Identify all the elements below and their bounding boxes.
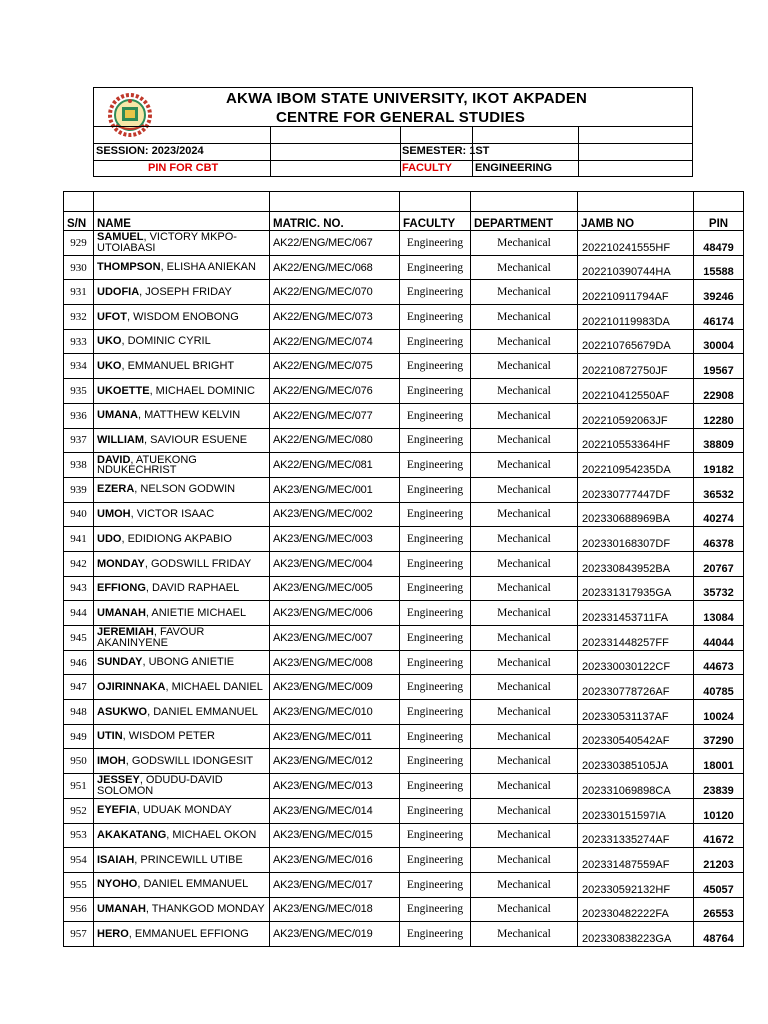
table-row: [64, 626, 744, 651]
pin-code: 40274: [694, 502, 744, 527]
serial-number: 940: [64, 502, 94, 527]
matric-number: AK23/ENG/MEC/018: [270, 897, 400, 922]
jamb-number: 202330777447DF: [578, 477, 694, 502]
serial-number: 942: [64, 551, 94, 576]
faculty-cell: Engineering: [400, 329, 471, 354]
matric-number: AK23/ENG/MEC/019: [270, 922, 400, 947]
jamb-number: 202331317935GA: [578, 576, 694, 601]
faculty-cell: Engineering: [400, 551, 471, 576]
student-name: SAMUEL, VICTORY MKPO-UTOIABASI: [94, 231, 270, 256]
student-name: MONDAY, GODSWILL FRIDAY: [94, 551, 270, 576]
serial-number: 930: [64, 255, 94, 280]
table-row: [64, 675, 744, 700]
matric-number: AK23/ENG/MEC/017: [270, 872, 400, 897]
pin-code: 13084: [694, 601, 744, 626]
jamb-number: 202330688969BA: [578, 502, 694, 527]
serial-number: 946: [64, 650, 94, 675]
matric-number: AK22/ENG/MEC/068: [270, 255, 400, 280]
student-name: EZERA, NELSON GODWIN: [94, 477, 270, 502]
serial-number: 956: [64, 897, 94, 922]
faculty-cell: Engineering: [400, 872, 471, 897]
matric-number: AK23/ENG/MEC/015: [270, 823, 400, 848]
student-name: UMANAH, ANIETIE MICHAEL: [94, 601, 270, 626]
centre-name: CENTRE FOR GENERAL STUDIES: [276, 109, 526, 126]
table-row: [64, 280, 744, 305]
pin-code: 44044: [694, 626, 744, 651]
department-cell: Mechanical: [471, 576, 578, 601]
faculty-cell: Engineering: [400, 453, 471, 478]
matric-number: AK23/ENG/MEC/014: [270, 798, 400, 823]
faculty-cell: Engineering: [400, 576, 471, 601]
semester-label: SEMESTER: 1ST: [402, 145, 490, 157]
pin-code: 26553: [694, 897, 744, 922]
pin-code: 48764: [694, 922, 744, 947]
department-cell: Mechanical: [471, 551, 578, 576]
faculty-cell: Engineering: [400, 354, 471, 379]
table-body: [64, 231, 744, 947]
university-name: AKWA IBOM STATE UNIVERSITY, IKOT AKPADEN: [226, 90, 588, 107]
matric-number: AK22/ENG/MEC/073: [270, 305, 400, 330]
student-name: UMOH, VICTOR ISAAC: [94, 502, 270, 527]
table-row: [64, 354, 744, 379]
serial-number: 947: [64, 675, 94, 700]
pin-code: 46378: [694, 527, 744, 552]
jamb-number: 202331487559AF: [578, 848, 694, 873]
pin-code: 48479: [694, 231, 744, 256]
pin-code: 40785: [694, 675, 744, 700]
student-name: UFOT, WISDOM ENOBONG: [94, 305, 270, 330]
serial-number: 954: [64, 848, 94, 873]
table-row: [64, 601, 744, 626]
department-cell: Mechanical: [471, 675, 578, 700]
department-cell: Mechanical: [471, 798, 578, 823]
jamb-number: 202331069898CA: [578, 774, 694, 799]
matric-number: AK23/ENG/MEC/003: [270, 527, 400, 552]
matric-number: AK23/ENG/MEC/010: [270, 700, 400, 725]
pin-for-cbt-label: PIN FOR CBT: [148, 162, 219, 174]
department-cell: Mechanical: [471, 329, 578, 354]
table-row: [64, 749, 744, 774]
department-cell: Mechanical: [471, 280, 578, 305]
student-name: AKAKATANG, MICHAEL OKON: [94, 823, 270, 848]
pin-code: 21203: [694, 848, 744, 873]
student-name: OJIRINNAKA, MICHAEL DANIEL: [94, 675, 270, 700]
serial-number: 935: [64, 379, 94, 404]
department-cell: Mechanical: [471, 897, 578, 922]
table-row: [64, 650, 744, 675]
table-row: [64, 231, 744, 256]
serial-number: 931: [64, 280, 94, 305]
department-cell: Mechanical: [471, 305, 578, 330]
faculty-cell: Engineering: [400, 897, 471, 922]
serial-number: 952: [64, 798, 94, 823]
matric-number: AK22/ENG/MEC/076: [270, 379, 400, 404]
department-cell: Mechanical: [471, 453, 578, 478]
table-row: [64, 576, 744, 601]
table-row: [64, 848, 744, 873]
student-name: THOMPSON, ELISHA ANIEKAN: [94, 255, 270, 280]
jamb-number: 202331335274AF: [578, 823, 694, 848]
student-name: EYEFIA, UDUAK MONDAY: [94, 798, 270, 823]
jamb-number: 202330838223GA: [578, 922, 694, 947]
department-cell: Mechanical: [471, 379, 578, 404]
matric-number: AK22/ENG/MEC/070: [270, 280, 400, 305]
faculty-cell: Engineering: [400, 626, 471, 651]
matric-number: AK22/ENG/MEC/077: [270, 403, 400, 428]
faculty-cell: Engineering: [400, 774, 471, 799]
table-row: [64, 428, 744, 453]
cbt-pin-table: [63, 191, 744, 947]
jamb-number: 202330385105JA: [578, 749, 694, 774]
serial-number: 944: [64, 601, 94, 626]
faculty-label: FACULTY: [402, 162, 452, 174]
jamb-number: 202210241555HF: [578, 231, 694, 256]
faculty-cell: Engineering: [400, 601, 471, 626]
col-header-sn: S/N: [64, 212, 94, 231]
student-name: NYOHO, DANIEL EMMANUEL: [94, 872, 270, 897]
matric-number: AK23/ENG/MEC/005: [270, 576, 400, 601]
serial-number: 951: [64, 774, 94, 799]
jamb-number: 202330482222FA: [578, 897, 694, 922]
pin-code: 37290: [694, 724, 744, 749]
pin-code: 22908: [694, 379, 744, 404]
jamb-number: 202210765679DA: [578, 329, 694, 354]
student-name: SUNDAY, UBONG ANIETIE: [94, 650, 270, 675]
table-row: [64, 823, 744, 848]
col-header-jamb: JAMB NO: [578, 212, 694, 231]
matric-number: AK22/ENG/MEC/067: [270, 231, 400, 256]
department-cell: Mechanical: [471, 700, 578, 725]
matric-number: AK23/ENG/MEC/013: [270, 774, 400, 799]
session-label: SESSION: 2023/2024: [96, 145, 204, 157]
faculty-value: ENGINEERING: [475, 162, 553, 174]
department-cell: Mechanical: [471, 749, 578, 774]
faculty-cell: Engineering: [400, 650, 471, 675]
student-name: UKOETTE, MICHAEL DOMINIC: [94, 379, 270, 404]
serial-number: 941: [64, 527, 94, 552]
table-row: [64, 477, 744, 502]
col-header-faculty: FACULTY: [400, 212, 471, 231]
jamb-number: 202210911794AF: [578, 280, 694, 305]
serial-number: 937: [64, 428, 94, 453]
jamb-number: 202330030122CF: [578, 650, 694, 675]
jamb-number: 202210412550AF: [578, 379, 694, 404]
department-cell: Mechanical: [471, 601, 578, 626]
matric-number: AK23/ENG/MEC/011: [270, 724, 400, 749]
student-name: ASUKWO, DANIEL EMMANUEL: [94, 700, 270, 725]
student-name: UDOFIA, JOSEPH FRIDAY: [94, 280, 270, 305]
pin-code: 19567: [694, 354, 744, 379]
department-cell: Mechanical: [471, 403, 578, 428]
pin-code: 20767: [694, 551, 744, 576]
faculty-cell: Engineering: [400, 502, 471, 527]
faculty-cell: Engineering: [400, 922, 471, 947]
student-name: UMANA, MATTHEW KELVIN: [94, 403, 270, 428]
department-cell: Mechanical: [471, 354, 578, 379]
student-name: UKO, EMMANUEL BRIGHT: [94, 354, 270, 379]
faculty-cell: Engineering: [400, 477, 471, 502]
student-name: EFFIONG, DAVID RAPHAEL: [94, 576, 270, 601]
faculty-cell: Engineering: [400, 749, 471, 774]
table-row: [64, 700, 744, 725]
student-name: JEREMIAH, FAVOUR AKANINYENE: [94, 626, 270, 651]
department-cell: Mechanical: [471, 724, 578, 749]
student-name: WILLIAM, SAVIOUR ESUENE: [94, 428, 270, 453]
serial-number: 939: [64, 477, 94, 502]
pin-code: 10120: [694, 798, 744, 823]
table-row: [64, 872, 744, 897]
serial-number: 945: [64, 626, 94, 651]
pin-code: 10024: [694, 700, 744, 725]
faculty-cell: Engineering: [400, 527, 471, 552]
table-row: [64, 453, 744, 478]
pin-code: 38809: [694, 428, 744, 453]
serial-number: 943: [64, 576, 94, 601]
jamb-number: 202330778726AF: [578, 675, 694, 700]
table-row: [64, 798, 744, 823]
department-cell: Mechanical: [471, 527, 578, 552]
serial-number: 938: [64, 453, 94, 478]
matric-number: AK23/ENG/MEC/008: [270, 650, 400, 675]
serial-number: 957: [64, 922, 94, 947]
matric-number: AK22/ENG/MEC/081: [270, 453, 400, 478]
table-row: [64, 724, 744, 749]
jamb-number: 202210390744HA: [578, 255, 694, 280]
pin-code: 12280: [694, 403, 744, 428]
pin-code: 36532: [694, 477, 744, 502]
table-row: [64, 774, 744, 799]
table-row: [64, 255, 744, 280]
department-cell: Mechanical: [471, 848, 578, 873]
jamb-number: 202210119983DA: [578, 305, 694, 330]
faculty-cell: Engineering: [400, 305, 471, 330]
jamb-number: 202331448257FF: [578, 626, 694, 651]
department-cell: Mechanical: [471, 255, 578, 280]
department-cell: Mechanical: [471, 477, 578, 502]
serial-number: 933: [64, 329, 94, 354]
student-name: HERO, EMMANUEL EFFIONG: [94, 922, 270, 947]
student-name: UMANAH, THANKGOD MONDAY: [94, 897, 270, 922]
faculty-cell: Engineering: [400, 724, 471, 749]
pin-code: 44673: [694, 650, 744, 675]
faculty-cell: Engineering: [400, 231, 471, 256]
serial-number: 932: [64, 305, 94, 330]
jamb-number: 202330151597IA: [578, 798, 694, 823]
pin-code: 46174: [694, 305, 744, 330]
pin-code: 30004: [694, 329, 744, 354]
col-header-name: NAME: [94, 212, 270, 231]
department-cell: Mechanical: [471, 922, 578, 947]
department-cell: Mechanical: [471, 502, 578, 527]
department-cell: Mechanical: [471, 823, 578, 848]
department-cell: Mechanical: [471, 650, 578, 675]
pin-code: 23839: [694, 774, 744, 799]
table-row: [64, 379, 744, 404]
matric-number: AK22/ENG/MEC/075: [270, 354, 400, 379]
matric-number: AK23/ENG/MEC/006: [270, 601, 400, 626]
department-cell: Mechanical: [471, 428, 578, 453]
matric-number: AK22/ENG/MEC/074: [270, 329, 400, 354]
serial-number: 953: [64, 823, 94, 848]
department-cell: Mechanical: [471, 872, 578, 897]
faculty-cell: Engineering: [400, 823, 471, 848]
pin-code: 19182: [694, 453, 744, 478]
jamb-number: 202210872750JF: [578, 354, 694, 379]
matric-number: AK23/ENG/MEC/007: [270, 626, 400, 651]
jamb-number: 202330531137AF: [578, 700, 694, 725]
table-header-row: [64, 212, 744, 231]
faculty-cell: Engineering: [400, 255, 471, 280]
student-name: JESSEY, ODUDU-DAVID SOLOMON: [94, 774, 270, 799]
faculty-cell: Engineering: [400, 379, 471, 404]
faculty-cell: Engineering: [400, 675, 471, 700]
table-row: [64, 527, 744, 552]
matric-number: AK23/ENG/MEC/016: [270, 848, 400, 873]
jamb-number: 202330540542AF: [578, 724, 694, 749]
serial-number: 936: [64, 403, 94, 428]
jamb-number: 202331453711FA: [578, 601, 694, 626]
table-row: [64, 502, 744, 527]
table-row: [64, 305, 744, 330]
faculty-cell: Engineering: [400, 848, 471, 873]
blank-row: [64, 192, 744, 212]
jamb-number: 202330592132HF: [578, 872, 694, 897]
serial-number: 929: [64, 231, 94, 256]
student-name: DAVID, ATUEKONG NDUKECHRIST: [94, 453, 270, 478]
university-logo-icon: [102, 92, 158, 138]
student-name: UTIN, WISDOM PETER: [94, 724, 270, 749]
pin-code: 18001: [694, 749, 744, 774]
department-cell: Mechanical: [471, 774, 578, 799]
pin-code: 35732: [694, 576, 744, 601]
student-name: ISAIAH, PRINCEWILL UTIBE: [94, 848, 270, 873]
document-header: [93, 87, 693, 177]
matric-number: AK23/ENG/MEC/002: [270, 502, 400, 527]
faculty-cell: Engineering: [400, 798, 471, 823]
col-header-department: DEPARTMENT: [471, 212, 578, 231]
jamb-number: 202330168307DF: [578, 527, 694, 552]
table-row: [64, 922, 744, 947]
serial-number: 934: [64, 354, 94, 379]
matric-number: AK23/ENG/MEC/001: [270, 477, 400, 502]
serial-number: 949: [64, 724, 94, 749]
matric-number: AK23/ENG/MEC/012: [270, 749, 400, 774]
department-cell: Mechanical: [471, 626, 578, 651]
faculty-cell: Engineering: [400, 428, 471, 453]
col-header-matric: MATRIC. NO.: [270, 212, 400, 231]
pin-code: 39246: [694, 280, 744, 305]
department-cell: Mechanical: [471, 231, 578, 256]
matric-number: AK22/ENG/MEC/080: [270, 428, 400, 453]
jamb-number: 202210553364HF: [578, 428, 694, 453]
jamb-number: 202210954235DA: [578, 453, 694, 478]
table-row: [64, 403, 744, 428]
student-name: IMOH, GODSWILL IDONGESIT: [94, 749, 270, 774]
student-name: UKO, DOMINIC CYRIL: [94, 329, 270, 354]
serial-number: 948: [64, 700, 94, 725]
matric-number: AK23/ENG/MEC/009: [270, 675, 400, 700]
pin-code: 15588: [694, 255, 744, 280]
table-row: [64, 329, 744, 354]
student-name: UDO, EDIDIONG AKPABIO: [94, 527, 270, 552]
pin-code: 45057: [694, 872, 744, 897]
col-header-pin: PIN: [694, 212, 744, 231]
faculty-cell: Engineering: [400, 700, 471, 725]
faculty-cell: Engineering: [400, 403, 471, 428]
serial-number: 950: [64, 749, 94, 774]
table-row: [64, 551, 744, 576]
serial-number: 955: [64, 872, 94, 897]
faculty-cell: Engineering: [400, 280, 471, 305]
matric-number: AK23/ENG/MEC/004: [270, 551, 400, 576]
table-row: [64, 897, 744, 922]
jamb-number: 202330843952BA: [578, 551, 694, 576]
pin-code: 41672: [694, 823, 744, 848]
jamb-number: 202210592063JF: [578, 403, 694, 428]
